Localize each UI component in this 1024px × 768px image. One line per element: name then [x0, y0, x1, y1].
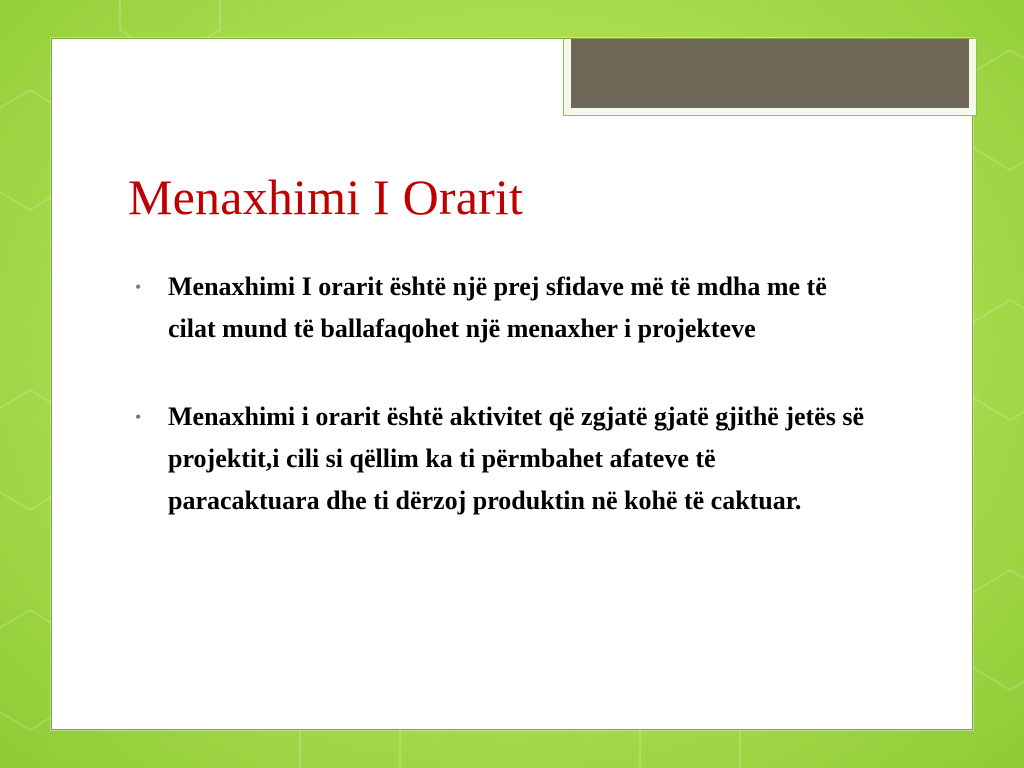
bullet-text: Menaxhimi I orarit është një prej sfidave më të mdha me të cilat mund të ballafaqohet një menaxher i projekteve [168, 272, 827, 343]
bullet-item [133, 266, 873, 350]
bullet-item [133, 396, 873, 522]
slide-title: Menaxhimi I Orarit [128, 169, 524, 225]
decorative-header-tab-fill [571, 39, 969, 108]
bullet-list [133, 266, 873, 522]
bullet-marker-icon: • [135, 277, 142, 297]
bullet-marker-icon: • [135, 407, 142, 427]
bullet-text: Menaxhimi i orarit është aktivitet që zgjatë gjatë gjithë jetës së projektit,i cili si qëllim ka ti përmbahet afateve të paracaktuara dhe ti dërzoj produktin në kohë të caktuar. [168, 402, 864, 515]
decorative-header-tab [563, 39, 977, 116]
